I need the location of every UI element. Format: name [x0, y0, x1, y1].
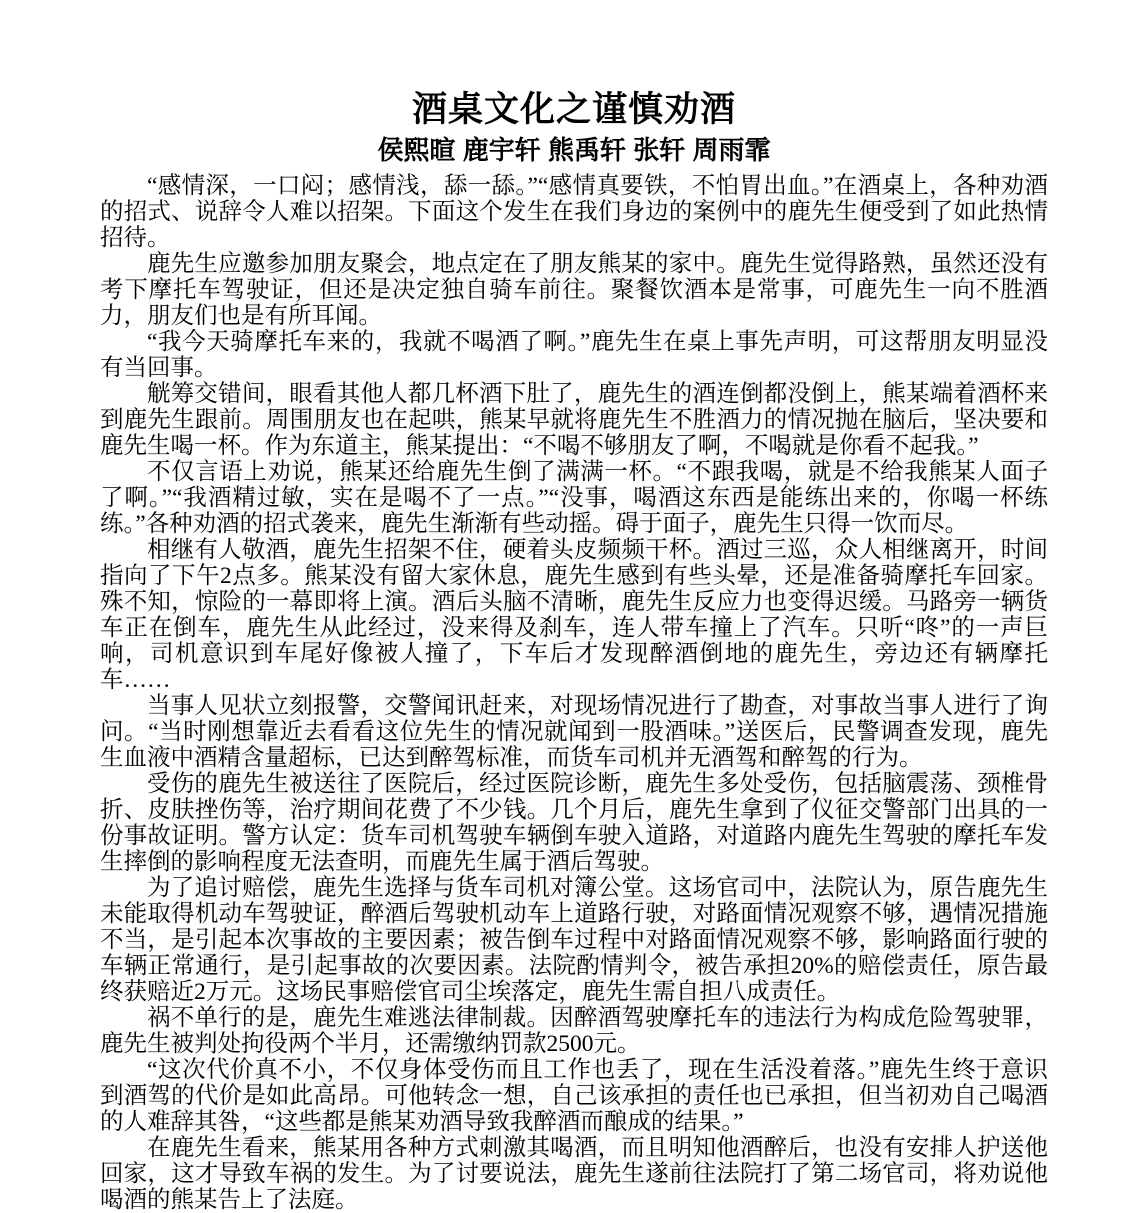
paragraph: 在鹿先生看来，熊某用各种方式刺激其喝酒，而且明知他酒醉后，也没有安排人护送他回家，这才导致车祸的发生。为了讨要说法，鹿先生遂前往法院打了第二场官司，将劝说他喝酒的熊某告上了法庭。: [100, 1135, 1048, 1213]
paragraph: 为了追讨赔偿，鹿先生选择与货车司机对簿公堂。这场官司中，法院认为，原告鹿先生未能取得机动车驾驶证，醉酒后驾驶机动车上道路行驶，对路面情况观察不够，遇情况措施不当，是引起本次事故的主要因素；被告倒车过程中对路面情况观察不够，影响路面行驶的车辆正常通行，是引起事故的次要因素。法院酌情判令，被告承担20%的赔偿责任，原告最终获赔近2万元。这场民事赔偿官司尘埃落定，鹿先生需自担八成责任。: [100, 875, 1048, 1005]
paragraph: “这次代价真不小，不仅身体受伤而且工作也丢了，现在生活没着落。”鹿先生终于意识到酒驾的代价是如此高昂。可他转念一想，自己该承担的责任也已承担，但当初劝自己喝酒的人难辞其咎，“这些都是熊某劝酒导致我醉酒而酿成的结果。”: [100, 1057, 1048, 1135]
paragraph: 祸不单行的是，鹿先生难逃法律制裁。因醉酒驾驶摩托车的违法行为构成危险驾驶罪，鹿先生被判处拘役两个半月，还需缴纳罚款2500元。: [100, 1005, 1048, 1057]
paragraph: 受伤的鹿先生被送往了医院后，经过医院诊断，鹿先生多处受伤，包括脑震荡、颈椎骨折、皮肤挫伤等，治疗期间花费了不少钱。几个月后，鹿先生拿到了仪征交警部门出具的一份事故证明。警方认定：货车司机驾驶车辆倒车驶入道路，对道路内鹿先生驾驶的摩托车发生摔倒的影响程度无法查明，而鹿先生属于酒后驾驶。: [100, 771, 1048, 875]
paragraph: 相继有人敬酒，鹿先生招架不住，硬着头皮频频干杯。酒过三巡，众人相继离开，时间指向了下午2点多。熊某没有留大家休息，鹿先生感到有些头晕，还是准备骑摩托车回家。殊不知，惊险的一幕即将上演。酒后头脑不清晰，鹿先生反应力也变得迟缓。马路旁一辆货车正在倒车，鹿先生从此经过，没来得及刹车，连人带车撞上了汽车。只听“咚”的一声巨响，司机意识到车尾好像被人撞了，下车后才发现醉酒倒地的鹿先生，旁边还有辆摩托车……: [100, 537, 1048, 693]
paragraph: “感情深，一口闷；感情浅，舔一舔。”“感情真要铁，不怕胃出血。”在酒桌上，各种劝酒的招式、说辞令人难以招架。下面这个发生在我们身边的案例中的鹿先生便受到了如此热情招待。: [100, 173, 1048, 251]
paragraph: 鹿先生应邀参加朋友聚会，地点定在了朋友熊某的家中。鹿先生觉得路熟，虽然还没有考下摩托车驾驶证，但还是决定独自骑车前往。聚餐饮酒本是常事，可鹿先生一向不胜酒力，朋友们也是有所耳闻。: [100, 251, 1048, 329]
paragraph: 当事人见状立刻报警，交警闻讯赶来，对现场情况进行了勘查，对事故当事人进行了询问。“当时刚想靠近去看看这位先生的情况就闻到一股酒味。”送医后，民警调查发现，鹿先生血液中酒精含量超标，已达到醉驾标准，而货车司机并无酒驾和醉驾的行为。: [100, 693, 1048, 771]
paragraph: 觥筹交错间，眼看其他人都几杯酒下肚了，鹿先生的酒连倒都没倒上，熊某端着酒杯来到鹿先生跟前。周围朋友也在起哄，熊某早就将鹿先生不胜酒力的情况抛在脑后，坚决要和鹿先生喝一杯。作为东道主，熊某提出：“不喝不够朋友了啊，不喝就是你看不起我。”: [100, 381, 1048, 459]
document-title: 酒桌文化之谨慎劝酒: [411, 90, 736, 129]
article-body: [100, 173, 1048, 1213]
authors-line: 侯熙暄 鹿宇轩 熊禹轩 张轩 周雨霏: [377, 135, 771, 165]
paragraph: 不仅言语上劝说，熊某还给鹿先生倒了满满一杯。“不跟我喝，就是不给我熊某人面子了啊。”“我酒精过敏，实在是喝不了一点。”“没事，喝酒这东西是能练出来的，你喝一杯练练。”各种劝酒的招式袭来，鹿先生渐渐有些动摇。碍于面子，鹿先生只得一饮而尽。: [100, 459, 1048, 537]
paragraph: “我今天骑摩托车来的，我就不喝酒了啊。”鹿先生在桌上事先声明，可这帮朋友明显没有当回事。: [100, 329, 1048, 381]
